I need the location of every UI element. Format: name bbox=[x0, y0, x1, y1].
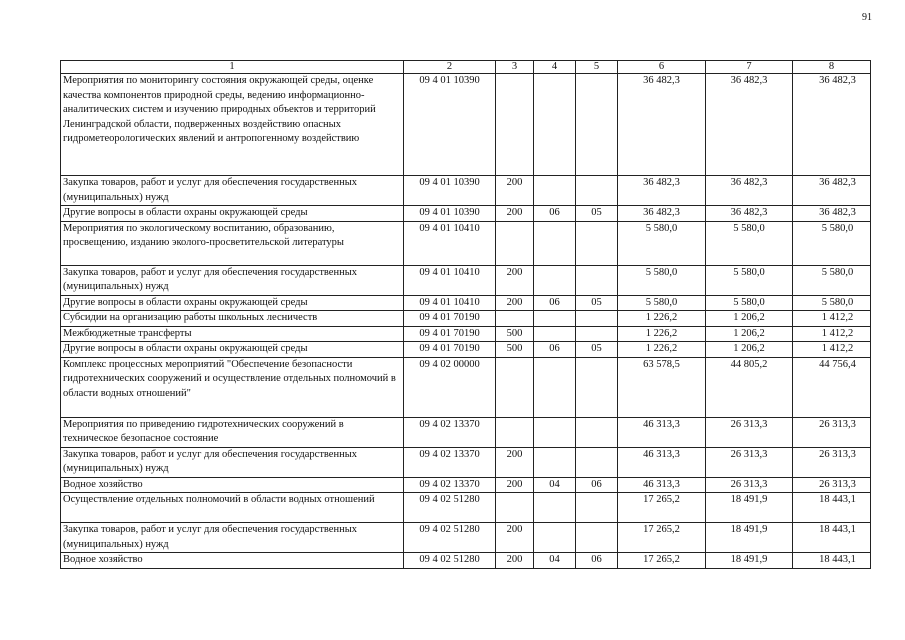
target-code-cell: 09 4 01 10390 bbox=[404, 206, 496, 222]
amount-year1-cell: 46 313,3 bbox=[618, 417, 706, 447]
amount-year2-cell: 1 206,2 bbox=[706, 342, 793, 358]
subsection-cell bbox=[576, 74, 618, 176]
row-name-cell: Закупка товаров, работ и услуг для обеспечения государственных (муниципальных) нужд bbox=[61, 265, 404, 295]
section-cell: 06 bbox=[534, 206, 576, 222]
row-name-cell: Комплекс процессных мероприятий "Обеспечение безопасности гидротехнических сооружений и осуществление отдельных полномочий в области водных отношений" bbox=[61, 357, 404, 417]
target-code-cell: 09 4 01 70190 bbox=[404, 326, 496, 342]
table-body bbox=[61, 74, 871, 569]
amount-year3-cell: 5 580,0 bbox=[793, 221, 871, 265]
expense-type-cell: 200 bbox=[496, 265, 534, 295]
target-code-cell: 09 4 02 13370 bbox=[404, 417, 496, 447]
row-name-cell: Водное хозяйство bbox=[61, 477, 404, 493]
amount-year2-cell: 36 482,3 bbox=[706, 176, 793, 206]
table-row bbox=[61, 493, 871, 523]
target-code-cell: 09 4 02 00000 bbox=[404, 357, 496, 417]
table-row bbox=[61, 176, 871, 206]
amount-year3-cell: 26 313,3 bbox=[793, 417, 871, 447]
section-cell bbox=[534, 221, 576, 265]
target-code-cell: 09 4 01 10390 bbox=[404, 176, 496, 206]
column-header: 2 bbox=[404, 61, 496, 74]
amount-year1-cell: 17 265,2 bbox=[618, 523, 706, 553]
amount-year3-cell: 18 443,1 bbox=[793, 493, 871, 523]
row-name-cell: Водное хозяйство bbox=[61, 553, 404, 569]
amount-year1-cell: 17 265,2 bbox=[618, 553, 706, 569]
expense-type-cell bbox=[496, 357, 534, 417]
row-name-cell: Закупка товаров, работ и услуг для обеспечения государственных (муниципальных) нужд bbox=[61, 176, 404, 206]
header-row bbox=[61, 61, 871, 74]
column-header: 3 bbox=[496, 61, 534, 74]
row-name-cell: Закупка товаров, работ и услуг для обеспечения государственных (муниципальных) нужд bbox=[61, 447, 404, 477]
subsection-cell bbox=[576, 493, 618, 523]
budget-table bbox=[60, 60, 871, 569]
expense-type-cell: 200 bbox=[496, 295, 534, 311]
amount-year2-cell: 5 580,0 bbox=[706, 221, 793, 265]
section-cell bbox=[534, 447, 576, 477]
subsection-cell bbox=[576, 265, 618, 295]
amount-year3-cell: 26 313,3 bbox=[793, 477, 871, 493]
section-cell bbox=[534, 74, 576, 176]
target-code-cell: 09 4 01 70190 bbox=[404, 342, 496, 358]
section-cell: 04 bbox=[534, 477, 576, 493]
amount-year2-cell: 18 491,9 bbox=[706, 523, 793, 553]
amount-year1-cell: 63 578,5 bbox=[618, 357, 706, 417]
section-cell: 04 bbox=[534, 553, 576, 569]
column-header: 7 bbox=[706, 61, 793, 74]
subsection-cell: 05 bbox=[576, 206, 618, 222]
target-code-cell: 09 4 02 13370 bbox=[404, 447, 496, 477]
amount-year1-cell: 46 313,3 bbox=[618, 447, 706, 477]
expense-type-cell: 200 bbox=[496, 523, 534, 553]
subsection-cell bbox=[576, 357, 618, 417]
subsection-cell bbox=[576, 311, 618, 327]
section-cell bbox=[534, 493, 576, 523]
expense-type-cell: 200 bbox=[496, 447, 534, 477]
row-name-cell: Субсидии на организацию работы школьных лесничеств bbox=[61, 311, 404, 327]
amount-year2-cell: 1 206,2 bbox=[706, 311, 793, 327]
amount-year2-cell: 18 491,9 bbox=[706, 553, 793, 569]
amount-year3-cell: 5 580,0 bbox=[793, 265, 871, 295]
amount-year1-cell: 17 265,2 bbox=[618, 493, 706, 523]
amount-year1-cell: 5 580,0 bbox=[618, 265, 706, 295]
amount-year3-cell: 5 580,0 bbox=[793, 295, 871, 311]
table-row bbox=[61, 221, 871, 265]
target-code-cell: 09 4 02 13370 bbox=[404, 477, 496, 493]
table-row bbox=[61, 417, 871, 447]
target-code-cell: 09 4 01 10410 bbox=[404, 295, 496, 311]
table-row bbox=[61, 447, 871, 477]
target-code-cell: 09 4 01 10410 bbox=[404, 221, 496, 265]
table-row bbox=[61, 477, 871, 493]
amount-year2-cell: 5 580,0 bbox=[706, 295, 793, 311]
amount-year2-cell: 5 580,0 bbox=[706, 265, 793, 295]
amount-year2-cell: 26 313,3 bbox=[706, 447, 793, 477]
amount-year2-cell: 26 313,3 bbox=[706, 417, 793, 447]
amount-year1-cell: 5 580,0 bbox=[618, 295, 706, 311]
amount-year1-cell: 1 226,2 bbox=[618, 326, 706, 342]
section-cell bbox=[534, 265, 576, 295]
amount-year2-cell: 18 491,9 bbox=[706, 493, 793, 523]
amount-year3-cell: 26 313,3 bbox=[793, 447, 871, 477]
amount-year3-cell: 18 443,1 bbox=[793, 523, 871, 553]
subsection-cell bbox=[576, 523, 618, 553]
row-name-cell: Закупка товаров, работ и услуг для обеспечения государственных (муниципальных) нужд bbox=[61, 523, 404, 553]
amount-year3-cell: 44 756,4 bbox=[793, 357, 871, 417]
subsection-cell: 06 bbox=[576, 553, 618, 569]
table-row bbox=[61, 523, 871, 553]
expense-type-cell bbox=[496, 221, 534, 265]
row-name-cell: Другие вопросы в области охраны окружающей среды bbox=[61, 342, 404, 358]
section-cell bbox=[534, 417, 576, 447]
amount-year2-cell: 44 805,2 bbox=[706, 357, 793, 417]
amount-year1-cell: 36 482,3 bbox=[618, 176, 706, 206]
expense-type-cell bbox=[496, 74, 534, 176]
section-cell bbox=[534, 311, 576, 327]
expense-type-cell: 200 bbox=[496, 553, 534, 569]
column-header: 5 bbox=[576, 61, 618, 74]
amount-year2-cell: 1 206,2 bbox=[706, 326, 793, 342]
subsection-cell: 05 bbox=[576, 342, 618, 358]
row-name-cell: Мероприятия по мониторингу состояния окружающей среды, оценке качества компонентов природной среды, ведению информационно-аналитических систем и изучению природных объектов и территорий Ленинградской области, подверженных воздействию опасных гидрометеорологических явлений и антропогенному воздействию bbox=[61, 74, 404, 176]
table-row bbox=[61, 206, 871, 222]
section-cell bbox=[534, 523, 576, 553]
expense-type-cell: 500 bbox=[496, 326, 534, 342]
table-row bbox=[61, 553, 871, 569]
expense-type-cell: 200 bbox=[496, 477, 534, 493]
column-header: 4 bbox=[534, 61, 576, 74]
target-code-cell: 09 4 01 70190 bbox=[404, 311, 496, 327]
subsection-cell bbox=[576, 447, 618, 477]
section-cell bbox=[534, 357, 576, 417]
table-row bbox=[61, 311, 871, 327]
amount-year3-cell: 18 443,1 bbox=[793, 553, 871, 569]
subsection-cell bbox=[576, 326, 618, 342]
expense-type-cell bbox=[496, 417, 534, 447]
amount-year1-cell: 5 580,0 bbox=[618, 221, 706, 265]
column-header: 1 bbox=[61, 61, 404, 74]
expense-type-cell: 200 bbox=[496, 206, 534, 222]
target-code-cell: 09 4 01 10410 bbox=[404, 265, 496, 295]
subsection-cell bbox=[576, 176, 618, 206]
target-code-cell: 09 4 02 51280 bbox=[404, 493, 496, 523]
amount-year3-cell: 1 412,2 bbox=[793, 326, 871, 342]
amount-year3-cell: 36 482,3 bbox=[793, 176, 871, 206]
expense-type-cell: 500 bbox=[496, 342, 534, 358]
amount-year3-cell: 1 412,2 bbox=[793, 342, 871, 358]
section-cell bbox=[534, 176, 576, 206]
amount-year3-cell: 36 482,3 bbox=[793, 74, 871, 176]
amount-year1-cell: 36 482,3 bbox=[618, 206, 706, 222]
section-cell: 06 bbox=[534, 342, 576, 358]
table-row bbox=[61, 295, 871, 311]
amount-year1-cell: 1 226,2 bbox=[618, 311, 706, 327]
row-name-cell: Осуществление отдельных полномочий в области водных отношений bbox=[61, 493, 404, 523]
column-header: 6 bbox=[618, 61, 706, 74]
subsection-cell bbox=[576, 221, 618, 265]
section-cell bbox=[534, 326, 576, 342]
target-code-cell: 09 4 01 10390 bbox=[404, 74, 496, 176]
row-name-cell: Межбюджетные трансферты bbox=[61, 326, 404, 342]
row-name-cell: Мероприятия по приведению гидротехнических сооружений в техническое безопасное состояние bbox=[61, 417, 404, 447]
amount-year3-cell: 1 412,2 bbox=[793, 311, 871, 327]
table-row bbox=[61, 265, 871, 295]
table-row bbox=[61, 357, 871, 417]
table-row bbox=[61, 74, 871, 176]
target-code-cell: 09 4 02 51280 bbox=[404, 553, 496, 569]
table-row bbox=[61, 326, 871, 342]
row-name-cell: Другие вопросы в области охраны окружающей среды bbox=[61, 206, 404, 222]
subsection-cell: 05 bbox=[576, 295, 618, 311]
row-name-cell: Другие вопросы в области охраны окружающей среды bbox=[61, 295, 404, 311]
section-cell: 06 bbox=[534, 295, 576, 311]
amount-year2-cell: 36 482,3 bbox=[706, 74, 793, 176]
table-row bbox=[61, 342, 871, 358]
amount-year1-cell: 1 226,2 bbox=[618, 342, 706, 358]
amount-year3-cell: 36 482,3 bbox=[793, 206, 871, 222]
amount-year1-cell: 36 482,3 bbox=[618, 74, 706, 176]
expense-type-cell bbox=[496, 311, 534, 327]
amount-year1-cell: 46 313,3 bbox=[618, 477, 706, 493]
expense-type-cell bbox=[496, 493, 534, 523]
amount-year2-cell: 26 313,3 bbox=[706, 477, 793, 493]
subsection-cell: 06 bbox=[576, 477, 618, 493]
target-code-cell: 09 4 02 51280 bbox=[404, 523, 496, 553]
column-header: 8 bbox=[793, 61, 871, 74]
row-name-cell: Мероприятия по экологическому воспитанию, образованию, просвещению, изданию эколого-просветительской литературы bbox=[61, 221, 404, 265]
expense-type-cell: 200 bbox=[496, 176, 534, 206]
subsection-cell bbox=[576, 417, 618, 447]
page-number: 91 bbox=[862, 12, 872, 23]
amount-year2-cell: 36 482,3 bbox=[706, 206, 793, 222]
